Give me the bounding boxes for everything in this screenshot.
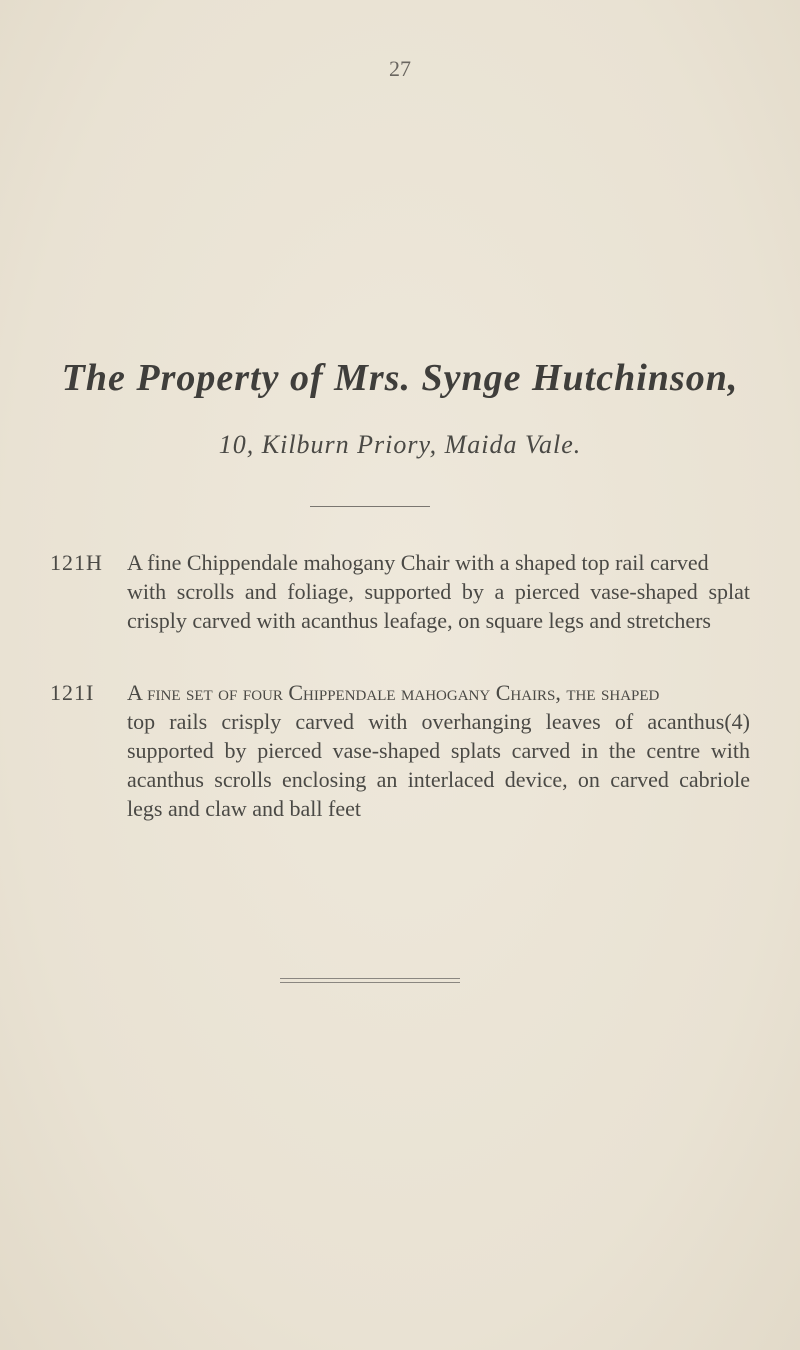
page-number: 27 xyxy=(389,56,411,81)
lot-entry xyxy=(50,548,750,635)
lot-entry xyxy=(50,678,750,823)
lot-lead-line: A fine Chippendale mahogany Chair with a shaped top rail carved xyxy=(127,550,709,575)
lot-description xyxy=(127,548,750,635)
lot-lead-line: A fine set of four Chippendale mahogany Chairs, the shaped xyxy=(127,680,660,705)
lot-number: 121I xyxy=(50,680,95,705)
end-rule-bottom xyxy=(280,982,460,983)
owner-heading: The Property of Mrs. Synge Hutchinson, xyxy=(61,357,739,399)
owner-address: 10, Kilburn Priory, Maida Vale. xyxy=(218,430,582,459)
lot-body: with scrolls and foliage, supported by a pierced vase-shaped splat crisply carved with acanthus leafage, on square legs and stretchers xyxy=(127,579,750,633)
divider-rule xyxy=(310,506,430,507)
lot-body: top rails crisply carved with overhanging leaves of acanthus supported by pierced vase-shaped splats carved in the centre with acanthus scrolls enclosing an interlaced device, on carved cabriole legs and claw and ball feet xyxy=(127,709,750,821)
lot-description xyxy=(127,678,750,823)
end-rule-top xyxy=(280,978,460,979)
lot-quantity: (4) xyxy=(724,709,750,734)
lot-number: 121H xyxy=(50,550,103,575)
lot-body-wrap xyxy=(127,707,750,823)
